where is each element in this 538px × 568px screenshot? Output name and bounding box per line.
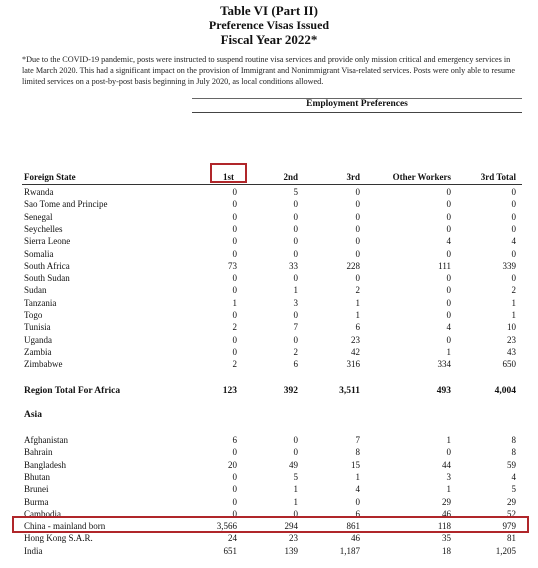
table-title: Table VI (Part II) [220, 3, 318, 18]
cell-value: 1 [355, 310, 360, 320]
highlight-china-row [12, 516, 529, 533]
cell-value: 2 [355, 285, 360, 295]
cell-value: 35 [442, 533, 451, 543]
cell-value: 0 [293, 236, 298, 246]
cell-value: 23 [351, 335, 360, 345]
cell-value: 0 [511, 224, 516, 234]
fiscal-year-heading: Fiscal Year 2022* [220, 32, 318, 47]
cell-value: 0 [446, 187, 451, 197]
cell-value: 59 [507, 460, 516, 470]
foreign-state-name: Burma [24, 497, 49, 507]
cell-value: 0 [355, 249, 360, 259]
cell-value: 1,205 [495, 546, 516, 556]
cell-value: 123 [222, 386, 237, 396]
cell-value: 20 [228, 460, 237, 470]
foreign-state-name: Somalia [24, 249, 54, 259]
cell-value: 0 [293, 249, 298, 259]
cell-value: 0 [446, 298, 451, 308]
cell-value: 1,187 [339, 546, 360, 556]
foreign-state-name: India [24, 546, 43, 556]
cell-value: 0 [355, 199, 360, 209]
group-header-rule [192, 112, 522, 113]
foreign-state-name: Sao Tome and Principe [24, 199, 108, 209]
foreign-state-name: South Africa [24, 261, 70, 271]
foreign-state-name: South Sudan [24, 273, 70, 283]
cell-value: 4 [446, 236, 451, 246]
cell-value: 228 [346, 261, 360, 271]
col-header-other-workers: Other Workers [392, 172, 451, 182]
cell-value: 1 [511, 298, 516, 308]
cell-value: 1 [511, 310, 516, 320]
foreign-state-name: Senegal [24, 212, 53, 222]
cell-value: 111 [438, 261, 451, 271]
col-header-1st: 1st [223, 172, 234, 182]
cell-value: 294 [284, 521, 298, 531]
cell-value: 0 [232, 199, 237, 209]
cell-value: 0 [355, 236, 360, 246]
foreign-state-name: Togo [24, 310, 43, 320]
cell-value: 0 [232, 497, 237, 507]
cell-value: 0 [355, 273, 360, 283]
cell-value: 0 [232, 347, 237, 357]
foreign-state-name: Seychelles [24, 224, 63, 234]
col-header-3rd-total: 3rd Total [480, 172, 516, 182]
cell-value: 0 [511, 249, 516, 259]
cell-value: 8 [355, 447, 360, 457]
cell-value: 33 [289, 261, 298, 271]
header-rule [22, 184, 522, 185]
foreign-state-name: Afghanistan [24, 435, 68, 445]
cell-value: 0 [232, 236, 237, 246]
cell-value: 0 [446, 310, 451, 320]
cell-value: 0 [511, 212, 516, 222]
employment-preferences-header: Employment Preferences [306, 99, 408, 109]
cell-value: 1 [355, 298, 360, 308]
cell-value: 0 [511, 273, 516, 283]
cell-value: 0 [293, 447, 298, 457]
cell-value: 0 [446, 273, 451, 283]
cell-value: 0 [293, 199, 298, 209]
cell-value: 0 [232, 187, 237, 197]
cell-value: 651 [223, 546, 237, 556]
foreign-state-name: Tanzania [24, 298, 57, 308]
cell-value: 4 [355, 484, 360, 494]
cell-value: 650 [502, 359, 516, 369]
cell-value: 1 [446, 435, 451, 445]
cell-value: 0 [511, 199, 516, 209]
cell-value: 5 [293, 187, 298, 197]
col-header-foreign-state: Foreign State [24, 172, 76, 182]
cell-value: 0 [293, 212, 298, 222]
foreign-state-name: Brunei [24, 484, 49, 494]
cell-value: 23 [507, 335, 516, 345]
cell-value: 0 [355, 497, 360, 507]
cell-value: 46 [442, 509, 451, 519]
cell-value: 4 [446, 322, 451, 332]
cell-value: 334 [437, 359, 451, 369]
foreign-state-name: Tunisia [24, 322, 51, 332]
cell-value: 7 [355, 435, 360, 445]
covid-footnote: *Due to the COVID-19 pandemic, posts were instructed to suspend routine visa services and provide only mission critical and emergency services in late March 2020. This had a significant impact on the provision of Immigrant and Nonimmigrant Visa-related services. Posts were only able to resume limited services on a post-by-post basis beginning in July 2020, as local conditions allowed. [22, 55, 516, 86]
cell-value: 0 [446, 249, 451, 259]
cell-value: 29 [507, 497, 516, 507]
cell-value: 52 [507, 509, 516, 519]
foreign-state-name: Zimbabwe [24, 359, 63, 369]
cell-value: 6 [293, 359, 298, 369]
cell-value: 0 [232, 310, 237, 320]
cell-value: 0 [232, 484, 237, 494]
cell-value: 0 [232, 509, 237, 519]
cell-value: 0 [232, 285, 237, 295]
cell-value: 1 [293, 484, 298, 494]
cell-value: 2 [232, 359, 237, 369]
foreign-state-name: Bhutan [24, 472, 50, 482]
col-header-2nd: 2nd [283, 172, 298, 182]
foreign-state-name: Rwanda [24, 187, 54, 197]
cell-value: 139 [284, 546, 298, 556]
cell-value: 0 [293, 310, 298, 320]
cell-value: 0 [293, 509, 298, 519]
cell-value: 1 [446, 484, 451, 494]
col-header-3rd: 3rd [346, 172, 360, 182]
cell-value: 339 [502, 261, 516, 271]
foreign-state-name: Uganda [24, 335, 52, 345]
cell-value: 3,511 [339, 386, 360, 396]
highlight-1st-column [210, 163, 247, 183]
foreign-state-name: Hong Kong S.A.R. [24, 533, 93, 543]
cell-value: 18 [442, 546, 451, 556]
cell-value: 0 [511, 187, 516, 197]
cell-value: 23 [289, 533, 298, 543]
cell-value: 4,004 [494, 386, 516, 396]
foreign-state-name: Sudan [24, 285, 47, 295]
cell-value: 493 [436, 386, 451, 396]
cell-value: 49 [289, 460, 298, 470]
cell-value: 10 [507, 322, 516, 332]
cell-value: 44 [442, 460, 451, 470]
cell-value: 0 [446, 335, 451, 345]
cell-value: 3 [446, 472, 451, 482]
cell-value: 8 [511, 447, 516, 457]
cell-value: 0 [446, 224, 451, 234]
cell-value: 0 [232, 224, 237, 234]
cell-value: 3,566 [216, 521, 237, 531]
cell-value: 4 [511, 472, 516, 482]
foreign-state-name: Zambia [24, 347, 52, 357]
cell-value: 4 [511, 236, 516, 246]
cell-value: 46 [351, 533, 360, 543]
cell-value: 0 [355, 212, 360, 222]
cell-value: 0 [293, 273, 298, 283]
cell-value: 0 [446, 199, 451, 209]
cell-value: 0 [293, 435, 298, 445]
foreign-state-name: Sierra Leone [24, 236, 71, 246]
cell-value: 5 [511, 484, 516, 494]
cell-value: 118 [437, 521, 451, 531]
cell-value: 24 [228, 533, 237, 543]
cell-value: 2 [511, 285, 516, 295]
cell-value: 0 [446, 285, 451, 295]
cell-value: 0 [446, 447, 451, 457]
cell-value: 2 [232, 322, 237, 332]
cell-value: 81 [507, 533, 516, 543]
cell-value: 2 [293, 347, 298, 357]
cell-value: 0 [232, 472, 237, 482]
cell-value: 979 [502, 521, 516, 531]
cell-value: 0 [293, 335, 298, 345]
cell-value: 0 [293, 224, 298, 234]
cell-value: 0 [232, 249, 237, 259]
cell-value: 0 [232, 212, 237, 222]
cell-value: 861 [346, 521, 360, 531]
cell-value: 0 [232, 273, 237, 283]
cell-value: 1 [293, 497, 298, 507]
section-asia-label: Asia [24, 410, 42, 420]
foreign-state-name: Bahrain [24, 447, 53, 457]
foreign-state-name: China - mainland born [24, 521, 106, 531]
cell-value: 1 [232, 298, 237, 308]
cell-value: 6 [355, 322, 360, 332]
cell-value: 392 [283, 386, 298, 396]
cell-value: 43 [507, 347, 516, 357]
cell-value: 42 [351, 347, 360, 357]
cell-value: 3 [293, 298, 298, 308]
cell-value: 5 [293, 472, 298, 482]
foreign-state-name: Region Total For Africa [24, 386, 121, 396]
cell-value: 7 [293, 322, 298, 332]
cell-value: 1 [446, 347, 451, 357]
cell-value: 0 [355, 187, 360, 197]
foreign-state-name: Bangladesh [24, 460, 66, 470]
cell-value: 29 [442, 497, 451, 507]
cell-value: 0 [355, 224, 360, 234]
cell-value: 0 [232, 447, 237, 457]
cell-value: 0 [232, 335, 237, 345]
cell-value: 1 [355, 472, 360, 482]
cell-value: 15 [351, 460, 360, 470]
cell-value: 8 [511, 435, 516, 445]
cell-value: 1 [293, 285, 298, 295]
column-header-row [0, 172, 538, 184]
foreign-state-name: Cambodia [24, 509, 61, 519]
cell-value: 0 [446, 212, 451, 222]
table-subtitle: Preference Visas Issued [208, 18, 330, 32]
cell-value: 6 [355, 509, 360, 519]
cell-value: 316 [346, 359, 360, 369]
cell-value: 73 [228, 261, 237, 271]
cell-value: 6 [232, 435, 237, 445]
